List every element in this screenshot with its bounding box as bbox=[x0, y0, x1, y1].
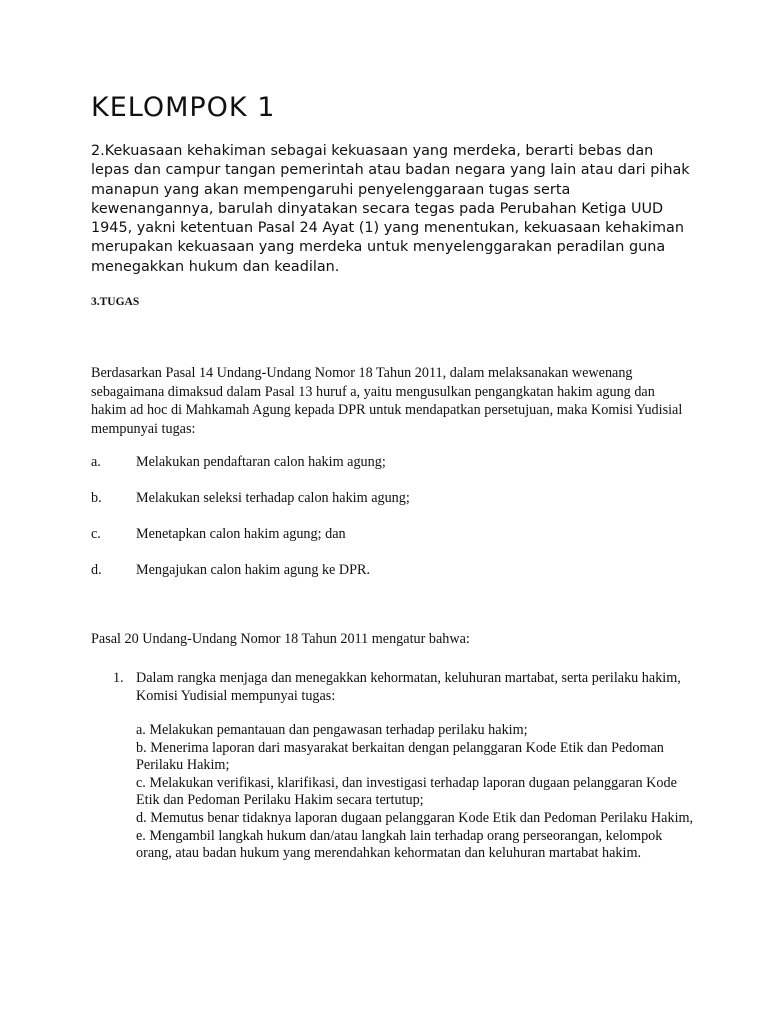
list-item-text: Mengajukan calon hakim agung ke DPR. bbox=[136, 562, 371, 578]
paragraph-pasal-14: Berdasarkan Pasal 14 Undang-Undang Nomor 18 Tahun 2011, dalam melaksanakan wewenang sebagaimana dimaksud dalam Pasal 13 huruf a, yaitu mengusulkan pengangkatan hakim agung dan hakim ad hoc di Mahkamah Agung kepada DPR untuk mendapatkan persetujuan, maka Komisi Yudisial mempunyai tugas: bbox=[91, 365, 683, 437]
list-marker: d. bbox=[91, 562, 102, 578]
sub-list bbox=[136, 722, 696, 863]
paragraph-kekuasaan-kehakiman: 2.Kekuasaan kehakiman sebagai kekuasaan yang merdeka, berarti bebas dan lepas dan campur tangan pemerintah atau badan negara yang lain atau dari pihak manapun yang akan mempengaruhi penyelenggaraan tugas serta kewenangannya, barulah dinyatakan secara tegas pada Perubahan Ketiga UUD 1945, yakni ketentuan Pasal 24 Ayat (1) yang menentukan, kekuasaan kehakiman merupakan kekuasaan yang merdeka untuk menyelenggarakan peradilan guna menegakkan hukum dan keadilan. bbox=[91, 143, 690, 275]
list-item-text: Melakukan pendaftaran calon hakim agung; bbox=[136, 454, 386, 470]
list-marker: b. bbox=[91, 490, 102, 506]
list-item-text: Menetapkan calon hakim agung; dan bbox=[136, 526, 346, 542]
sub-list-item: b. Menerima laporan dari masyarakat berkaitan dengan pelanggaran Kode Etik dan Pedoman Perilaku Hakim; bbox=[136, 739, 664, 774]
tugas-list bbox=[91, 454, 410, 598]
list-item bbox=[91, 526, 410, 562]
list-item-text: Melakukan seleksi terhadap calon hakim agung; bbox=[136, 490, 410, 506]
sub-list-item: e. Mengambil langkah hukum dan/atau langkah lain terhadap orang perseorangan, kelompok orang, atau badan hukum yang merendahkan kehormatan dan keluhuran martabat hakim. bbox=[136, 827, 663, 862]
list-item bbox=[91, 562, 410, 598]
list-marker: c. bbox=[91, 526, 101, 542]
list-item bbox=[91, 454, 410, 490]
list-number: 1. bbox=[113, 670, 124, 686]
list-item bbox=[91, 490, 410, 526]
sub-list-item: c. Melakukan verifikasi, klarifikasi, dan investigasi terhadap laporan dugaan pelanggaran Kode Etik dan Pedoman Perilaku Hakim secara tertutup; bbox=[136, 774, 677, 809]
numbered-item-text: Dalam rangka menjaga dan menegakkan kehormatan, keluhuran martabat, serta perilaku hakim, Komisi Yudisial mempunyai tugas: bbox=[136, 670, 681, 704]
document-title: KELOMPOK 1 bbox=[91, 92, 276, 123]
section-heading-tugas: 3.TUGAS bbox=[91, 296, 140, 308]
list-marker: a. bbox=[91, 454, 101, 470]
sub-list-item: d. Memutus benar tidaknya laporan dugaan pelanggaran Kode Etik dan Pedoman Perilaku Hakim, bbox=[136, 809, 694, 826]
paragraph-pasal-20-intro: Pasal 20 Undang-Undang Nomor 18 Tahun 2011 mengatur bahwa: bbox=[91, 631, 470, 647]
sub-list-item: a. Melakukan pemantauan dan pengawasan terhadap perilaku hakim; bbox=[136, 722, 528, 738]
numbered-list-item bbox=[113, 670, 683, 705]
